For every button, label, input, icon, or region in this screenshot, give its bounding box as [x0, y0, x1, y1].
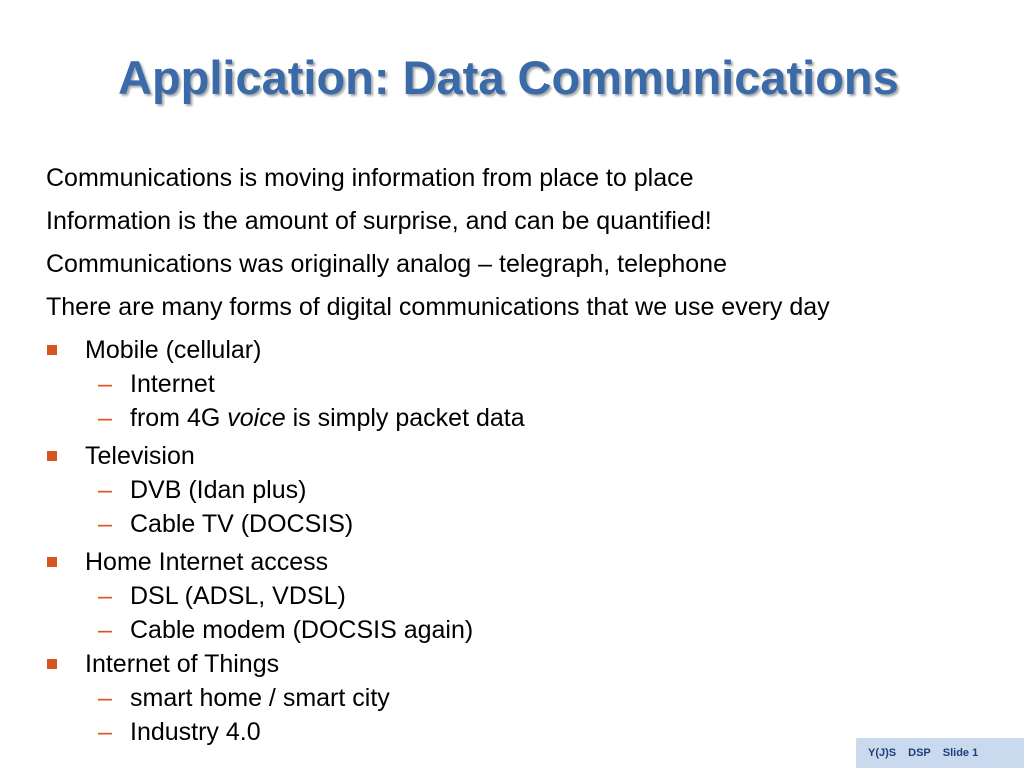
footer-slide-number: Slide 1 [942, 747, 979, 759]
bullet-label: Internet of Things [85, 650, 280, 678]
bullet-label: Television [85, 442, 195, 470]
sub-bullet-label-prefix: from 4G [130, 404, 228, 432]
sub-bullet-label: DSL (ADSL, VDSL) [130, 582, 346, 610]
bullet-group-mobile [46, 335, 1006, 433]
sub-bullet-item [46, 403, 1006, 433]
sub-bullet-label-suffix: is simply packet data [285, 404, 525, 432]
bullet-label: Home Internet access [85, 548, 329, 576]
bullet-group-television [46, 441, 1006, 539]
footer-course: DSP [908, 747, 931, 759]
dash-bullet-icon: – [98, 370, 112, 398]
square-bullet-icon [47, 557, 57, 567]
square-bullet-icon [47, 659, 57, 669]
bullet-item [46, 335, 1006, 365]
square-bullet-icon [47, 451, 57, 461]
sub-bullet-label: Industry 4.0 [130, 718, 261, 746]
bullet-group-home-internet [46, 547, 1006, 645]
paragraph: There are many forms of digital communications that we use every day [46, 293, 830, 321]
footer-author: Y(J)S [868, 747, 897, 759]
sub-bullet-label: Cable TV (DOCSIS) [130, 510, 354, 538]
dash-bullet-icon: – [98, 510, 112, 538]
square-bullet-icon [47, 345, 57, 355]
slide-title: Application: Data Communications [118, 51, 899, 104]
slide-footer [856, 738, 1024, 768]
bullet-item [46, 547, 1006, 577]
sub-bullet-item [46, 615, 1006, 645]
sub-bullet-item [46, 369, 1006, 399]
sub-bullet-emphasis: voice [227, 404, 286, 432]
sub-bullet-label: Internet [130, 370, 215, 398]
sub-bullet-item [46, 475, 1006, 505]
bullet-item [46, 441, 1006, 471]
sub-bullet-item [46, 683, 1006, 713]
dash-bullet-icon: – [98, 582, 112, 610]
dash-bullet-icon: – [98, 718, 112, 746]
bullet-group-iot [46, 649, 1006, 747]
dash-bullet-icon: – [98, 404, 112, 432]
sub-bullet-item [46, 581, 1006, 611]
sub-bullet-item [46, 509, 1006, 539]
dash-bullet-icon: – [98, 616, 112, 644]
bullet-item [46, 649, 1006, 679]
sub-bullet-label: DVB (Idan plus) [130, 476, 307, 504]
paragraph: Information is the amount of surprise, and can be quantified! [46, 207, 712, 235]
bullet-label: Mobile (cellular) [85, 336, 262, 364]
dash-bullet-icon: – [98, 476, 112, 504]
sub-bullet-label: smart home / smart city [130, 684, 390, 712]
sub-bullet-label: Cable modem (DOCSIS again) [130, 616, 474, 644]
paragraph: Communications was originally analog – telegraph, telephone [46, 250, 727, 278]
paragraph: Communications is moving information from place to place [46, 164, 694, 192]
slide-body [46, 163, 1006, 755]
dash-bullet-icon: – [98, 684, 112, 712]
